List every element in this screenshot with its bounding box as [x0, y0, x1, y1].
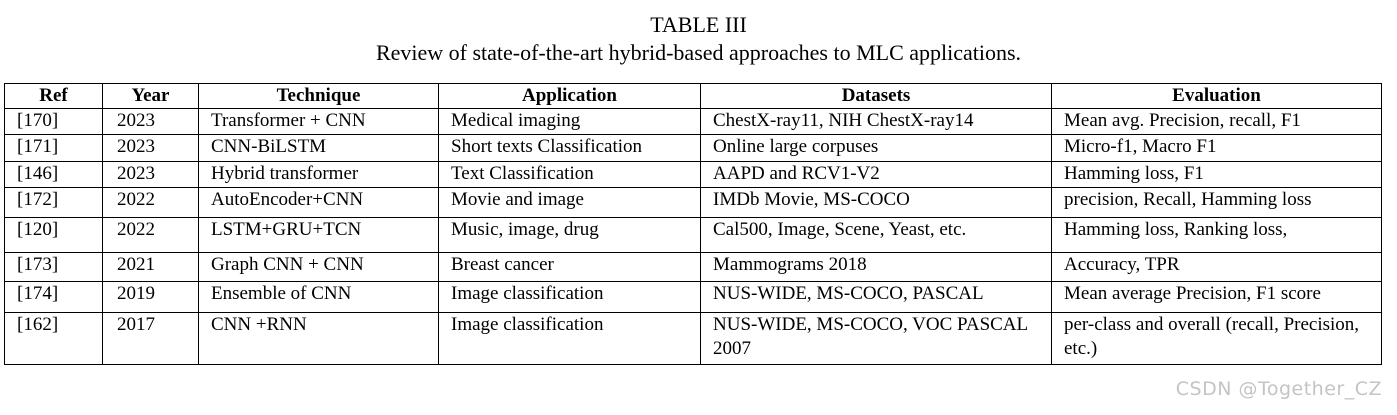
cell-year: 2023 — [103, 109, 199, 135]
cell-datasets: IMDb Movie, MS-COCO — [701, 188, 1052, 218]
cell-ref: [120] — [5, 218, 103, 253]
cell-ref: [146] — [5, 162, 103, 188]
cell-year: 2022 — [103, 188, 199, 218]
table-row — [5, 109, 1382, 135]
cell-application: Image classification — [439, 313, 701, 365]
header-datasets: Datasets — [701, 84, 1052, 109]
cell-evaluation: Mean average Precision, F1 score — [1052, 282, 1382, 313]
cell-datasets: NUS-WIDE, MS-COCO, PASCAL — [701, 282, 1052, 313]
header-application: Application — [439, 84, 701, 109]
cell-application: Image classification — [439, 282, 701, 313]
cell-datasets: ChestX-ray11, NIH ChestX-ray14 — [701, 109, 1052, 135]
cell-evaluation: Accuracy, TPR — [1052, 253, 1382, 282]
cell-datasets: Cal500, Image, Scene, Yeast, etc. — [701, 218, 1052, 253]
cell-ref: [162] — [5, 313, 103, 365]
cell-datasets: NUS-WIDE, MS-COCO, VOC PASCAL 2007 — [701, 313, 1052, 365]
cell-ref: [174] — [5, 282, 103, 313]
cell-technique: LSTM+GRU+TCN — [199, 218, 439, 253]
table-row — [5, 162, 1382, 188]
cell-technique: Ensemble of CNN — [199, 282, 439, 313]
cell-application: Short texts Classification — [439, 135, 701, 162]
cell-application: Movie and image — [439, 188, 701, 218]
cell-ref: [173] — [5, 253, 103, 282]
cell-year: 2022 — [103, 218, 199, 253]
cell-evaluation: Hamming loss, F1 — [1052, 162, 1382, 188]
table-row — [5, 282, 1382, 313]
header-evaluation: Evaluation — [1052, 84, 1382, 109]
cell-application: Text Classification — [439, 162, 701, 188]
cell-technique: CNN-BiLSTM — [199, 135, 439, 162]
cell-year: 2023 — [103, 162, 199, 188]
cell-year: 2021 — [103, 253, 199, 282]
cell-technique: CNN +RNN — [199, 313, 439, 365]
cell-datasets: AAPD and RCV1-V2 — [701, 162, 1052, 188]
cell-ref: [172] — [5, 188, 103, 218]
table-label: TABLE III — [650, 12, 747, 37]
cell-technique: Hybrid transformer — [199, 162, 439, 188]
cell-technique: Graph CNN + CNN — [199, 253, 439, 282]
table-row — [5, 135, 1382, 162]
cell-application: Music, image, drug — [439, 218, 701, 253]
cell-evaluation: Mean avg. Precision, recall, F1 — [1052, 109, 1382, 135]
cell-ref: [170] — [5, 109, 103, 135]
header-row — [5, 84, 1382, 109]
table-row — [5, 313, 1382, 365]
cell-datasets: Online large corpuses — [701, 135, 1052, 162]
cell-evaluation: Micro-f1, Macro F1 — [1052, 135, 1382, 162]
header-year: Year — [103, 84, 199, 109]
table-row — [5, 218, 1382, 253]
cell-evaluation: Hamming loss, Ranking loss, — [1052, 218, 1382, 253]
cell-year: 2023 — [103, 135, 199, 162]
table-title: Review of state-of-the-art hybrid-based approaches to MLC applications. — [375, 40, 1022, 65]
cell-datasets: Mammograms 2018 — [701, 253, 1052, 282]
cell-technique: AutoEncoder+CNN — [199, 188, 439, 218]
review-table — [4, 83, 1382, 365]
cell-ref: [171] — [5, 135, 103, 162]
table-row — [5, 188, 1382, 218]
watermark: CSDN @Together_CZ — [1175, 378, 1382, 400]
header-ref: Ref — [5, 84, 103, 109]
cell-year: 2019 — [103, 282, 199, 313]
cell-evaluation: per-class and overall (recall, Precision, etc.) — [1052, 313, 1382, 365]
cell-evaluation: precision, Recall, Hamming loss — [1052, 188, 1382, 218]
header-technique: Technique — [199, 84, 439, 109]
cell-technique: Transformer + CNN — [199, 109, 439, 135]
table-row — [5, 253, 1382, 282]
cell-application: Medical imaging — [439, 109, 701, 135]
cell-year: 2017 — [103, 313, 199, 365]
cell-application: Breast cancer — [439, 253, 701, 282]
